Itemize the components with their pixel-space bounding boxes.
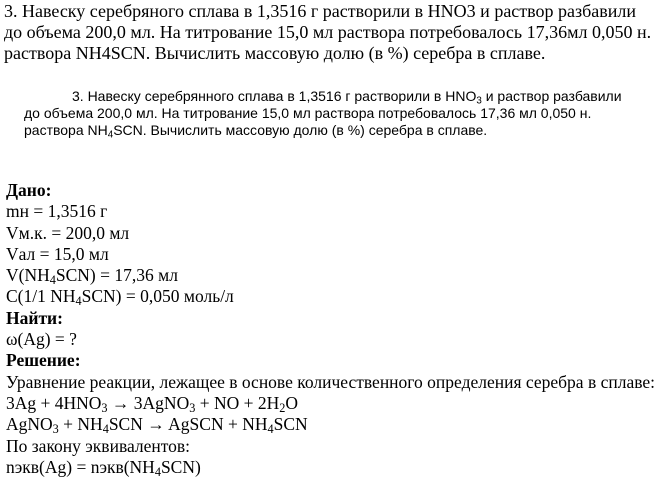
given-sample-mass: mн = 1,3516 г: [6, 201, 108, 222]
solution-heading: Решение:: [6, 350, 81, 371]
given-flask-volume: Vм.к. = 200,0 мл: [6, 222, 130, 243]
find-mass-fraction: ω(Ag) = ?: [6, 329, 77, 350]
given-titrant-volume: $V(NH_4SCN) = 17,36$ мл: [6, 265, 178, 288]
equivalents-law-text: По закону эквивалентов:: [6, 435, 191, 456]
titration-equation: AgNO$_3$ + $NH_4SCN$ → AgSCN + $NH_4SCN$: [6, 414, 308, 437]
solution-block: [6, 180, 656, 478]
problem-statement-serif: 3. Навеску серебряного сплава в 1,3516 г растворили в HNO3 и раствор разбавили до объема 200,0 мл. На титрование 15,0 мл раствора потребовалось 17,36мл 0,050 н. раствора NH4SCN. Вычислить массовую долю (в %) серебра в сплаве.: [4, 1, 652, 63]
given-aliquot-volume: Vал = 15,0 мл: [6, 243, 109, 264]
equivalents-equation: nэкв(Ag) = $nэкв(NH_4SCN)$: [6, 456, 201, 479]
given-titrant-concentration: C(1/1 $NH_4SCN) = 0,050$ моль/л: [6, 286, 234, 309]
reaction-intro-text: Уравнение реакции, лежащее в основе количественного определения серебра в сплаве:: [6, 371, 656, 392]
given-heading: Дано:: [6, 180, 52, 200]
dissolution-equation: $3Ag + 4HNO_3$ → 3AgNO$_3$ + NO + $2H_2O$: [6, 392, 299, 416]
find-heading: Найти:: [6, 307, 63, 328]
problem-statement-sans: 3. Навеску серебрянного сплава в 1,3516 г растворили в $HNO_3$ и раствор разбавили до объема 200,0 мл. На титрование 15,0 мл раствора потребовалось 17,36 мл 0,050 н. раствора $NH_4SCN$. Вычислить массовую долю (в %) серебра в сплаве.: [24, 88, 622, 141]
